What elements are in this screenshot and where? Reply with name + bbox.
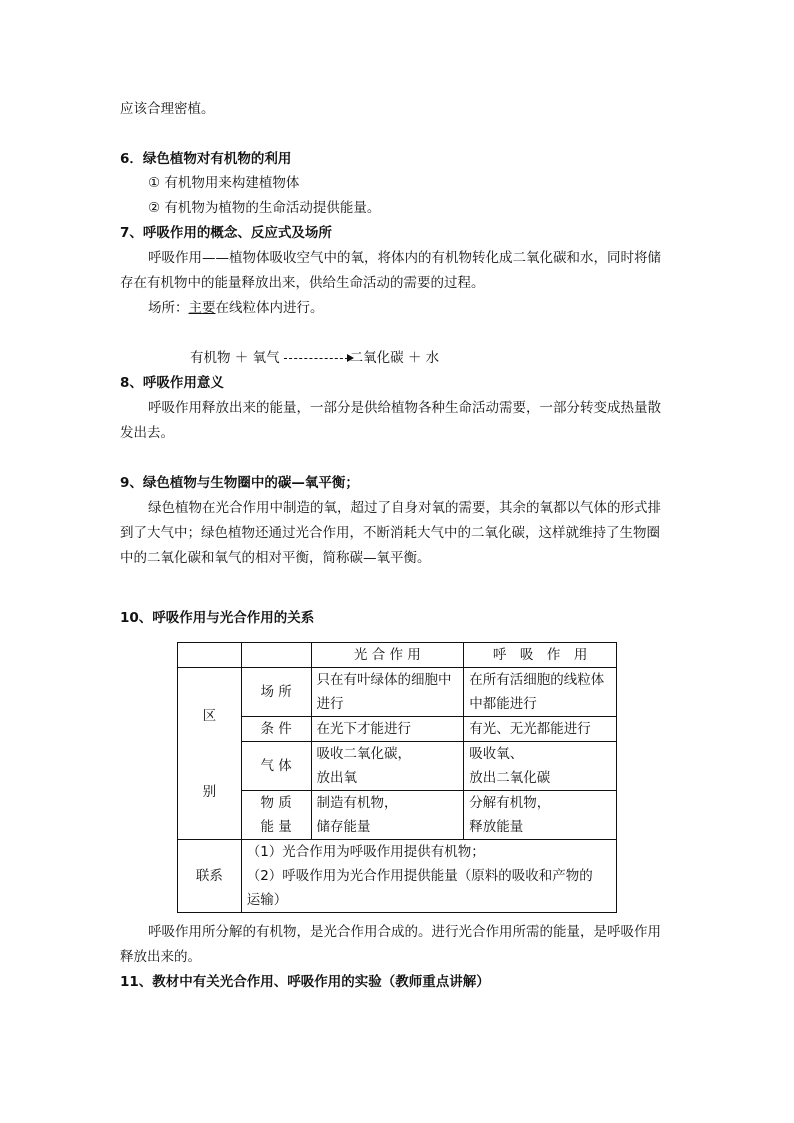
heading-11: 11、教材中有关光合作用、呼吸作用的实验（教师重点讲解） xyxy=(120,974,490,990)
table-row xyxy=(178,717,617,742)
relation-label: 联系 xyxy=(178,840,242,913)
header-photosynthesis: 光 合 作 用 xyxy=(311,643,464,668)
para-9-line2: 到了大气中；绿色植物还通过光合作用，不断消耗大气中的二氧化碳，这样就维持了生物圈 xyxy=(120,525,660,541)
relation-item-2-cont: 运输） xyxy=(246,892,288,908)
intro-line: 应该合理密植。 xyxy=(120,101,215,117)
cell-text: 放出二氧化碳 xyxy=(469,770,551,786)
cell-text: 制造有机物， xyxy=(316,795,398,811)
heading-6: 6．绿色植物对有机物的利用 xyxy=(120,151,292,167)
para-8-line2: 发出去。 xyxy=(120,425,174,441)
para-8-line1: 呼吸作用释放出来的能量，一部分是供给植物各种生命活动需要，一部分转变成热量散 xyxy=(148,400,661,416)
cell-text: 进行 xyxy=(316,696,344,712)
respiration-equation xyxy=(190,346,439,371)
table-header-row xyxy=(178,643,617,668)
difference-label xyxy=(178,668,242,840)
cell-text: 在所有活细胞的线粒体 xyxy=(469,672,605,688)
para-7-line3 xyxy=(148,296,324,321)
relation-item-2: （2）呼吸作用为光合作用提供能量（原料的吸收和产物的 xyxy=(246,868,593,884)
item-6-1: ① 有机物用来构建植物体 xyxy=(148,175,300,191)
equation-products: 二氧化碳 ＋ 水 xyxy=(349,350,440,366)
comparison-table xyxy=(177,642,617,913)
location-label: 场所： xyxy=(148,300,189,316)
cell-text: 放出氧 xyxy=(316,770,357,786)
cell-text: 分解有机物， xyxy=(469,795,551,811)
para-9-line3: 中的二氧化碳和氧气的相对平衡，简称碳—氧平衡。 xyxy=(120,550,431,566)
cell-text: 有光、无光都能进行 xyxy=(464,717,617,742)
cell-text: 物 质 xyxy=(260,795,292,811)
cell-text: 中都能进行 xyxy=(469,696,537,712)
heading-10: 10、呼吸作用与光合作用的关系 xyxy=(120,610,315,626)
para-7-line1: 呼吸作用——植物体吸收空气中的氧，将体内的有机物转化成二氧化碳和水，同时将储 xyxy=(148,250,661,266)
cell-text: 储存能量 xyxy=(316,819,371,835)
row-label-condition: 条 件 xyxy=(241,717,311,742)
table-row xyxy=(178,791,617,840)
item-6-2: ② 有机物为植物的生命活动提供能量。 xyxy=(148,200,381,216)
heading-8: 8、呼吸作用意义 xyxy=(120,375,224,391)
table-row xyxy=(178,668,617,717)
table-row xyxy=(178,840,617,913)
header-respiration: 呼 吸 作 用 xyxy=(464,643,617,668)
difference-char-1: 区 xyxy=(202,707,217,724)
heading-9: 9、绿色植物与生物圈中的碳—氧平衡； xyxy=(120,475,359,491)
row-label-location: 场 所 xyxy=(241,668,311,717)
para-7-line2: 存在有机物中的能量释放出来，供给生命活动的需要的过程。 xyxy=(120,275,485,291)
cell-text: 能 量 xyxy=(260,819,292,835)
heading-7: 7、呼吸作用的概念、反应式及场所 xyxy=(120,225,332,241)
difference-char-2: 别 xyxy=(202,783,217,800)
para-9-line1: 绿色植物在光合作用中制造的氧，超过了自身对氧的需要，其余的氧都以气体的形式排 xyxy=(148,500,661,516)
para-10-line1: 呼吸作用所分解的有机物，是光合作用合成的。进行光合作用所需的能量，是呼吸作用 xyxy=(148,924,661,940)
row-label-gas: 气 体 xyxy=(241,742,311,791)
location-emphasis: 主要 xyxy=(188,300,216,316)
equation-reactants: 有机物 ＋ 氧气 xyxy=(190,350,280,366)
row-label-matter-energy xyxy=(241,791,311,840)
table-row xyxy=(178,742,617,791)
cell-text: 释放能量 xyxy=(469,819,524,835)
cell-text: 在光下才能进行 xyxy=(311,717,464,742)
location-text: 在线粒体内进行。 xyxy=(215,300,324,316)
cell-text: 吸收氧、 xyxy=(469,746,524,762)
para-10-line2: 释放出来的。 xyxy=(120,949,201,965)
cell-text: 只在有叶绿体的细胞中 xyxy=(316,672,452,688)
cell-text: 吸收二氧化碳， xyxy=(316,746,411,762)
reaction-arrow-icon xyxy=(284,358,348,359)
relation-item-1: （1）光合作用为呼吸作用提供有机物； xyxy=(246,844,485,860)
